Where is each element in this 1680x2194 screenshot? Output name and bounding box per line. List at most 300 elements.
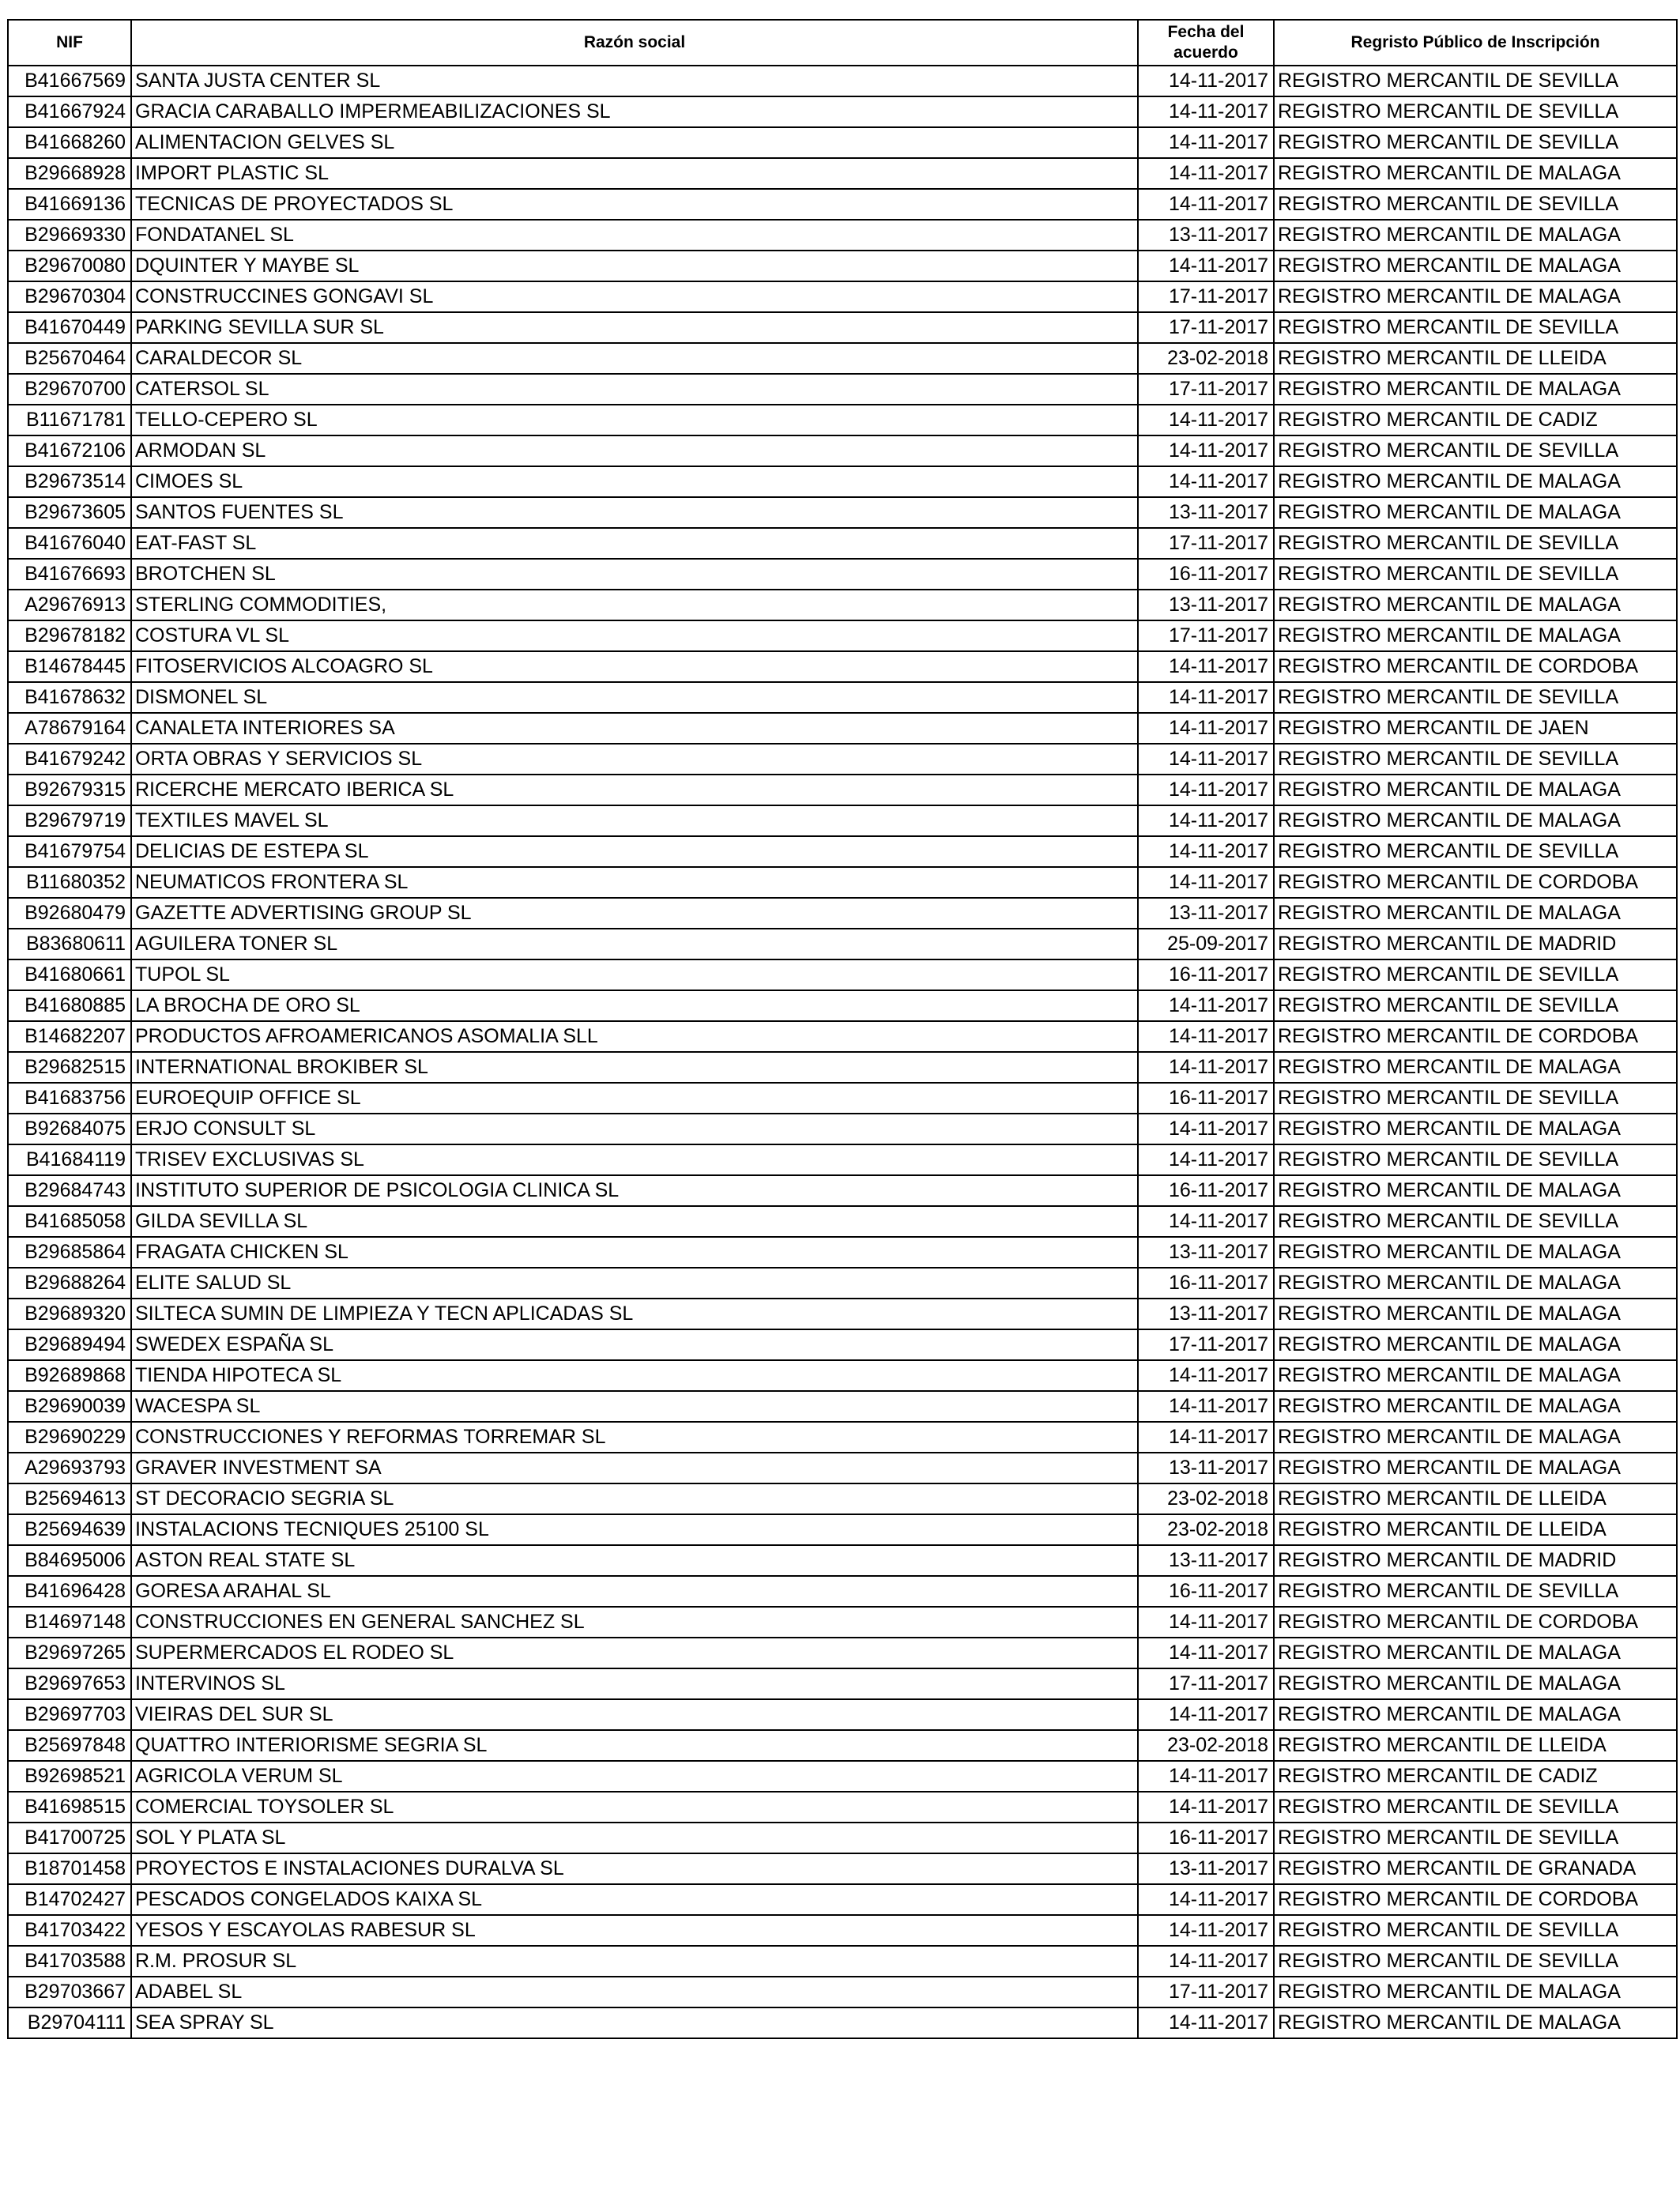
table-row [8,1607,1677,1638]
table-row [8,1545,1677,1576]
cell-registry: REGISTRO MERCANTIL DE SEVILLA [1274,1083,1677,1114]
cell-nif: B29689494 [8,1329,131,1360]
cell-agreement-date: 17-11-2017 [1138,374,1274,405]
cell-agreement-date: 13-11-2017 [1138,497,1274,528]
cell-company-name: SWEDEX ESPAÑA SL [131,1329,1138,1360]
cell-agreement-date: 14-11-2017 [1138,1638,1274,1668]
table-row [8,1144,1677,1175]
cell-agreement-date: 14-11-2017 [1138,251,1274,281]
cell-registry: REGISTRO MERCANTIL DE MALAGA [1274,1391,1677,1422]
cell-nif: B84695006 [8,1545,131,1576]
table-row [8,528,1677,559]
cell-agreement-date: 13-11-2017 [1138,898,1274,929]
cell-nif: B41667924 [8,96,131,127]
cell-company-name: TELLO-CEPERO SL [131,405,1138,435]
cell-nif: B29704111 [8,2007,131,2038]
cell-nif: B11671781 [8,405,131,435]
cell-company-name: QUATTRO INTERIORISME SEGRIA SL [131,1730,1138,1761]
cell-company-name: GRAVER INVESTMENT SA [131,1453,1138,1483]
cell-nif: B29670304 [8,281,131,312]
cell-company-name: R.M. PROSUR SL [131,1946,1138,1977]
cell-company-name: CANALETA INTERIORES SA [131,713,1138,744]
cell-agreement-date: 14-11-2017 [1138,127,1274,158]
cell-registry: REGISTRO MERCANTIL DE CORDOBA [1274,1884,1677,1915]
cell-agreement-date: 17-11-2017 [1138,281,1274,312]
cell-agreement-date: 14-11-2017 [1138,990,1274,1021]
cell-nif: B41668260 [8,127,131,158]
cell-agreement-date: 23-02-2018 [1138,1483,1274,1514]
cell-registry: REGISTRO MERCANTIL DE SEVILLA [1274,189,1677,220]
cell-nif: A29693793 [8,1453,131,1483]
table-row [8,959,1677,990]
cell-company-name: INTERNATIONAL BROKIBER SL [131,1052,1138,1083]
cell-agreement-date: 14-11-2017 [1138,405,1274,435]
cell-agreement-date: 23-02-2018 [1138,1514,1274,1545]
cell-nif: B41683756 [8,1083,131,1114]
table-row [8,1206,1677,1237]
cell-company-name: NEUMATICOS FRONTERA SL [131,867,1138,898]
cell-nif: B25697848 [8,1730,131,1761]
cell-nif: B11680352 [8,867,131,898]
cell-company-name: WACESPA SL [131,1391,1138,1422]
cell-agreement-date: 14-11-2017 [1138,1114,1274,1144]
cell-nif: B29697703 [8,1699,131,1730]
table-row [8,1730,1677,1761]
table-row [8,1175,1677,1206]
cell-company-name: STERLING COMMODITIES, [131,590,1138,620]
cell-nif: B29682515 [8,1052,131,1083]
table-row [8,1668,1677,1699]
cell-registry: REGISTRO MERCANTIL DE SEVILLA [1274,990,1677,1021]
cell-company-name: COSTURA VL SL [131,620,1138,651]
cell-agreement-date: 14-11-2017 [1138,1699,1274,1730]
cell-registry: REGISTRO MERCANTIL DE MALAGA [1274,281,1677,312]
cell-nif: B29669330 [8,220,131,251]
cell-registry: REGISTRO MERCANTIL DE CORDOBA [1274,651,1677,682]
cell-nif: B29670080 [8,251,131,281]
table-body [8,66,1677,2038]
cell-nif: B29684743 [8,1175,131,1206]
cell-company-name: PARKING SEVILLA SUR SL [131,312,1138,343]
cell-company-name: DQUINTER Y MAYBE SL [131,251,1138,281]
cell-company-name: INSTITUTO SUPERIOR DE PSICOLOGIA CLINICA SL [131,1175,1138,1206]
cell-agreement-date: 14-11-2017 [1138,744,1274,775]
cell-agreement-date: 13-11-2017 [1138,1237,1274,1268]
cell-company-name: YESOS Y ESCAYOLAS RABESUR SL [131,1915,1138,1946]
cell-registry: REGISTRO MERCANTIL DE MALAGA [1274,220,1677,251]
table-row [8,2007,1677,2038]
cell-company-name: EUROEQUIP OFFICE SL [131,1083,1138,1114]
cell-agreement-date: 14-11-2017 [1138,96,1274,127]
cell-registry: REGISTRO MERCANTIL DE MALAGA [1274,1638,1677,1668]
table-row [8,312,1677,343]
cell-agreement-date: 14-11-2017 [1138,805,1274,836]
table-row [8,1915,1677,1946]
cell-registry: REGISTRO MERCANTIL DE CORDOBA [1274,1607,1677,1638]
cell-nif: B83680611 [8,929,131,959]
cell-nif: B29678182 [8,620,131,651]
cell-registry: REGISTRO MERCANTIL DE SEVILLA [1274,836,1677,867]
cell-nif: B14702427 [8,1884,131,1915]
table-row [8,713,1677,744]
cell-nif: B29690229 [8,1422,131,1453]
cell-agreement-date: 14-11-2017 [1138,1607,1274,1638]
cell-nif: B92684075 [8,1114,131,1144]
cell-nif: B29670700 [8,374,131,405]
table-row [8,220,1677,251]
cell-registry: REGISTRO MERCANTIL DE CORDOBA [1274,1021,1677,1052]
cell-company-name: LA BROCHA DE ORO SL [131,990,1138,1021]
cell-agreement-date: 16-11-2017 [1138,1268,1274,1299]
cell-agreement-date: 16-11-2017 [1138,959,1274,990]
cell-agreement-date: 14-11-2017 [1138,1792,1274,1823]
table-row [8,281,1677,312]
cell-nif: B25694613 [8,1483,131,1514]
cell-nif: B41680661 [8,959,131,990]
table-row [8,96,1677,127]
cell-company-name: CIMOES SL [131,466,1138,497]
cell-company-name: ALIMENTACION GELVES SL [131,127,1138,158]
table-row [8,1853,1677,1884]
cell-agreement-date: 14-11-2017 [1138,1761,1274,1792]
table-row [8,1514,1677,1545]
table-row [8,559,1677,590]
cell-registry: REGISTRO MERCANTIL DE MALAGA [1274,1268,1677,1299]
cell-company-name: ADABEL SL [131,1977,1138,2007]
cell-agreement-date: 17-11-2017 [1138,1668,1274,1699]
cell-company-name: GILDA SEVILLA SL [131,1206,1138,1237]
cell-company-name: SEA SPRAY SL [131,2007,1138,2038]
column-header-date: Fecha del acuerdo [1138,20,1274,66]
cell-nif: B18701458 [8,1853,131,1884]
cell-nif: B29668928 [8,158,131,189]
table-row [8,158,1677,189]
table-row [8,66,1677,96]
cell-nif: A29676913 [8,590,131,620]
cell-agreement-date: 16-11-2017 [1138,1083,1274,1114]
cell-agreement-date: 14-11-2017 [1138,682,1274,713]
cell-company-name: AGRICOLA VERUM SL [131,1761,1138,1792]
column-header-registry: Regristo Público de Inscripción [1274,20,1677,66]
cell-nif: B14697148 [8,1607,131,1638]
cell-registry: REGISTRO MERCANTIL DE LLEIDA [1274,343,1677,374]
cell-nif: B41680885 [8,990,131,1021]
cell-agreement-date: 14-11-2017 [1138,1915,1274,1946]
cell-nif: B41670449 [8,312,131,343]
cell-nif: B25694639 [8,1514,131,1545]
cell-nif: B29685864 [8,1237,131,1268]
table-row [8,651,1677,682]
table-row [8,1453,1677,1483]
cell-company-name: ST DECORACIO SEGRIA SL [131,1483,1138,1514]
cell-nif: B29673605 [8,497,131,528]
cell-company-name: CARALDECOR SL [131,343,1138,374]
cell-agreement-date: 13-11-2017 [1138,1299,1274,1329]
cell-agreement-date: 23-02-2018 [1138,343,1274,374]
cell-company-name: GORESA ARAHAL SL [131,1576,1138,1607]
cell-agreement-date: 14-11-2017 [1138,1021,1274,1052]
cell-company-name: ARMODAN SL [131,435,1138,466]
cell-nif: B29697653 [8,1668,131,1699]
table-row [8,435,1677,466]
cell-nif: B41703588 [8,1946,131,1977]
cell-agreement-date: 14-11-2017 [1138,713,1274,744]
table-row [8,405,1677,435]
cell-company-name: SANTA JUSTA CENTER SL [131,66,1138,96]
cell-registry: REGISTRO MERCANTIL DE SEVILLA [1274,66,1677,96]
table-row [8,1792,1677,1823]
cell-registry: REGISTRO MERCANTIL DE SEVILLA [1274,559,1677,590]
cell-agreement-date: 14-11-2017 [1138,1360,1274,1391]
cell-nif: B41676693 [8,559,131,590]
cell-registry: REGISTRO MERCANTIL DE SEVILLA [1274,1144,1677,1175]
cell-agreement-date: 17-11-2017 [1138,620,1274,651]
cell-nif: B41678632 [8,682,131,713]
table-row [8,1299,1677,1329]
cell-registry: REGISTRO MERCANTIL DE MALAGA [1274,805,1677,836]
table-row [8,251,1677,281]
cell-registry: REGISTRO MERCANTIL DE LLEIDA [1274,1730,1677,1761]
cell-registry: REGISTRO MERCANTIL DE GRANADA [1274,1853,1677,1884]
cell-registry: REGISTRO MERCANTIL DE MALAGA [1274,497,1677,528]
cell-registry: REGISTRO MERCANTIL DE SEVILLA [1274,682,1677,713]
cell-agreement-date: 14-11-2017 [1138,189,1274,220]
cell-registry: REGISTRO MERCANTIL DE MALAGA [1274,590,1677,620]
table-row [8,189,1677,220]
cell-agreement-date: 14-11-2017 [1138,1422,1274,1453]
cell-agreement-date: 16-11-2017 [1138,559,1274,590]
cell-nif: B29690039 [8,1391,131,1422]
cell-company-name: ASTON REAL STATE SL [131,1545,1138,1576]
table-row [8,1761,1677,1792]
table-row [8,1422,1677,1453]
cell-registry: REGISTRO MERCANTIL DE MALAGA [1274,1175,1677,1206]
table-row [8,1329,1677,1360]
cell-registry: REGISTRO MERCANTIL DE MALAGA [1274,1299,1677,1329]
table-row [8,1884,1677,1915]
cell-registry: REGISTRO MERCANTIL DE MALAGA [1274,1360,1677,1391]
cell-company-name: ERJO CONSULT SL [131,1114,1138,1144]
table-row [8,1576,1677,1607]
table-row [8,867,1677,898]
cell-company-name: INSTALACIONS TECNIQUES 25100 SL [131,1514,1138,1545]
cell-nif: B41679242 [8,744,131,775]
cell-nif: B41700725 [8,1823,131,1853]
cell-nif: B92680479 [8,898,131,929]
cell-company-name: SANTOS FUENTES SL [131,497,1138,528]
cell-registry: REGISTRO MERCANTIL DE MALAGA [1274,1422,1677,1453]
cell-registry: REGISTRO MERCANTIL DE MALAGA [1274,1114,1677,1144]
registry-table [7,19,1678,2039]
cell-company-name: INTERVINOS SL [131,1668,1138,1699]
cell-company-name: TIENDA HIPOTECA SL [131,1360,1138,1391]
cell-registry: REGISTRO MERCANTIL DE MALAGA [1274,1237,1677,1268]
table-header [8,20,1677,66]
cell-registry: REGISTRO MERCANTIL DE CADIZ [1274,405,1677,435]
cell-registry: REGISTRO MERCANTIL DE MALAGA [1274,1977,1677,2007]
cell-agreement-date: 13-11-2017 [1138,1853,1274,1884]
cell-company-name: SUPERMERCADOS EL RODEO SL [131,1638,1138,1668]
cell-company-name: FONDATANEL SL [131,220,1138,251]
table-row [8,1237,1677,1268]
cell-agreement-date: 14-11-2017 [1138,66,1274,96]
table-row [8,1977,1677,2007]
cell-company-name: EAT-FAST SL [131,528,1138,559]
cell-registry: REGISTRO MERCANTIL DE MALAGA [1274,1453,1677,1483]
cell-registry: REGISTRO MERCANTIL DE SEVILLA [1274,127,1677,158]
header-row [8,20,1677,66]
table-row [8,836,1677,867]
table-row [8,620,1677,651]
cell-agreement-date: 14-11-2017 [1138,867,1274,898]
cell-registry: REGISTRO MERCANTIL DE LLEIDA [1274,1514,1677,1545]
cell-registry: REGISTRO MERCANTIL DE SEVILLA [1274,1792,1677,1823]
cell-registry: REGISTRO MERCANTIL DE MALAGA [1274,251,1677,281]
cell-registry: REGISTRO MERCANTIL DE MALAGA [1274,158,1677,189]
cell-registry: REGISTRO MERCANTIL DE SEVILLA [1274,959,1677,990]
table-row [8,1638,1677,1668]
cell-nif: B92698521 [8,1761,131,1792]
cell-agreement-date: 14-11-2017 [1138,775,1274,805]
table-row [8,805,1677,836]
cell-agreement-date: 14-11-2017 [1138,651,1274,682]
cell-nif: B92679315 [8,775,131,805]
cell-company-name: PRODUCTOS AFROAMERICANOS ASOMALIA SLL [131,1021,1138,1052]
table-row [8,682,1677,713]
cell-company-name: DELICIAS DE ESTEPA SL [131,836,1138,867]
table-row [8,497,1677,528]
cell-registry: REGISTRO MERCANTIL DE MALAGA [1274,1668,1677,1699]
cell-registry: REGISTRO MERCANTIL DE MALAGA [1274,620,1677,651]
cell-agreement-date: 13-11-2017 [1138,590,1274,620]
cell-nif: B41669136 [8,189,131,220]
cell-nif: A78679164 [8,713,131,744]
cell-agreement-date: 16-11-2017 [1138,1823,1274,1853]
cell-registry: REGISTRO MERCANTIL DE LLEIDA [1274,1483,1677,1514]
cell-company-name: AGUILERA TONER SL [131,929,1138,959]
cell-company-name: CONSTRUCCIONES Y REFORMAS TORREMAR SL [131,1422,1138,1453]
cell-nif: B25670464 [8,343,131,374]
cell-agreement-date: 17-11-2017 [1138,1977,1274,2007]
cell-registry: REGISTRO MERCANTIL DE MADRID [1274,929,1677,959]
table-row [8,775,1677,805]
cell-nif: B29679719 [8,805,131,836]
cell-agreement-date: 13-11-2017 [1138,1545,1274,1576]
cell-company-name: TEXTILES MAVEL SL [131,805,1138,836]
cell-nif: B29688264 [8,1268,131,1299]
cell-nif: B41685058 [8,1206,131,1237]
table-row [8,374,1677,405]
table-row [8,466,1677,497]
cell-company-name: BROTCHEN SL [131,559,1138,590]
table-row [8,1052,1677,1083]
cell-registry: REGISTRO MERCANTIL DE SEVILLA [1274,528,1677,559]
cell-company-name: SILTECA SUMIN DE LIMPIEZA Y TECN APLICADAS SL [131,1299,1138,1329]
cell-registry: REGISTRO MERCANTIL DE SEVILLA [1274,1576,1677,1607]
cell-nif: B14682207 [8,1021,131,1052]
cell-agreement-date: 13-11-2017 [1138,220,1274,251]
cell-agreement-date: 23-02-2018 [1138,1730,1274,1761]
cell-agreement-date: 14-11-2017 [1138,1946,1274,1977]
cell-registry: REGISTRO MERCANTIL DE MADRID [1274,1545,1677,1576]
cell-agreement-date: 17-11-2017 [1138,1329,1274,1360]
table-row [8,929,1677,959]
cell-registry: REGISTRO MERCANTIL DE SEVILLA [1274,1206,1677,1237]
cell-company-name: GAZETTE ADVERTISING GROUP SL [131,898,1138,929]
cell-agreement-date: 17-11-2017 [1138,312,1274,343]
table-row [8,1114,1677,1144]
cell-registry: REGISTRO MERCANTIL DE MALAGA [1274,1329,1677,1360]
cell-agreement-date: 25-09-2017 [1138,929,1274,959]
cell-agreement-date: 16-11-2017 [1138,1175,1274,1206]
cell-company-name: VIEIRAS DEL SUR SL [131,1699,1138,1730]
cell-registry: REGISTRO MERCANTIL DE SEVILLA [1274,1946,1677,1977]
cell-agreement-date: 14-11-2017 [1138,158,1274,189]
cell-registry: REGISTRO MERCANTIL DE MALAGA [1274,1699,1677,1730]
cell-nif: B41703422 [8,1915,131,1946]
cell-nif: B41698515 [8,1792,131,1823]
cell-registry: REGISTRO MERCANTIL DE MALAGA [1274,1052,1677,1083]
cell-agreement-date: 16-11-2017 [1138,1576,1274,1607]
cell-company-name: CONSTRUCCINES GONGAVI SL [131,281,1138,312]
cell-registry: REGISTRO MERCANTIL DE SEVILLA [1274,1823,1677,1853]
cell-company-name: DISMONEL SL [131,682,1138,713]
cell-company-name: CATERSOL SL [131,374,1138,405]
cell-registry: REGISTRO MERCANTIL DE CORDOBA [1274,867,1677,898]
cell-nif: B29697265 [8,1638,131,1668]
table-row [8,1360,1677,1391]
cell-company-name: TUPOL SL [131,959,1138,990]
table-row [8,898,1677,929]
cell-registry: REGISTRO MERCANTIL DE SEVILLA [1274,435,1677,466]
table-row [8,1483,1677,1514]
cell-agreement-date: 14-11-2017 [1138,1391,1274,1422]
table-row [8,1268,1677,1299]
cell-registry: REGISTRO MERCANTIL DE SEVILLA [1274,312,1677,343]
cell-agreement-date: 13-11-2017 [1138,1453,1274,1483]
cell-company-name: FITOSERVICIOS ALCOAGRO SL [131,651,1138,682]
cell-company-name: ELITE SALUD SL [131,1268,1138,1299]
cell-agreement-date: 14-11-2017 [1138,1052,1274,1083]
cell-agreement-date: 14-11-2017 [1138,1206,1274,1237]
table-row [8,1391,1677,1422]
cell-company-name: PROYECTOS E INSTALACIONES DURALVA SL [131,1853,1138,1884]
table-row [8,990,1677,1021]
cell-agreement-date: 14-11-2017 [1138,836,1274,867]
cell-registry: REGISTRO MERCANTIL DE MALAGA [1274,775,1677,805]
cell-nif: B92689868 [8,1360,131,1391]
column-header-name: Razón social [131,20,1138,66]
table-row [8,744,1677,775]
cell-company-name: FRAGATA CHICKEN SL [131,1237,1138,1268]
cell-nif: B29673514 [8,466,131,497]
cell-company-name: GRACIA CARABALLO IMPERMEABILIZACIONES SL [131,96,1138,127]
cell-company-name: TRISEV EXCLUSIVAS SL [131,1144,1138,1175]
cell-registry: REGISTRO MERCANTIL DE MALAGA [1274,898,1677,929]
cell-company-name: SOL Y PLATA SL [131,1823,1138,1853]
cell-registry: REGISTRO MERCANTIL DE MALAGA [1274,2007,1677,2038]
cell-agreement-date: 14-11-2017 [1138,1144,1274,1175]
table-row [8,343,1677,374]
table-row [8,1946,1677,1977]
table-row [8,127,1677,158]
cell-agreement-date: 17-11-2017 [1138,528,1274,559]
cell-agreement-date: 14-11-2017 [1138,1884,1274,1915]
cell-company-name: TECNICAS DE PROYECTADOS SL [131,189,1138,220]
cell-registry: REGISTRO MERCANTIL DE SEVILLA [1274,1915,1677,1946]
table-row [8,1021,1677,1052]
cell-nif: B41676040 [8,528,131,559]
